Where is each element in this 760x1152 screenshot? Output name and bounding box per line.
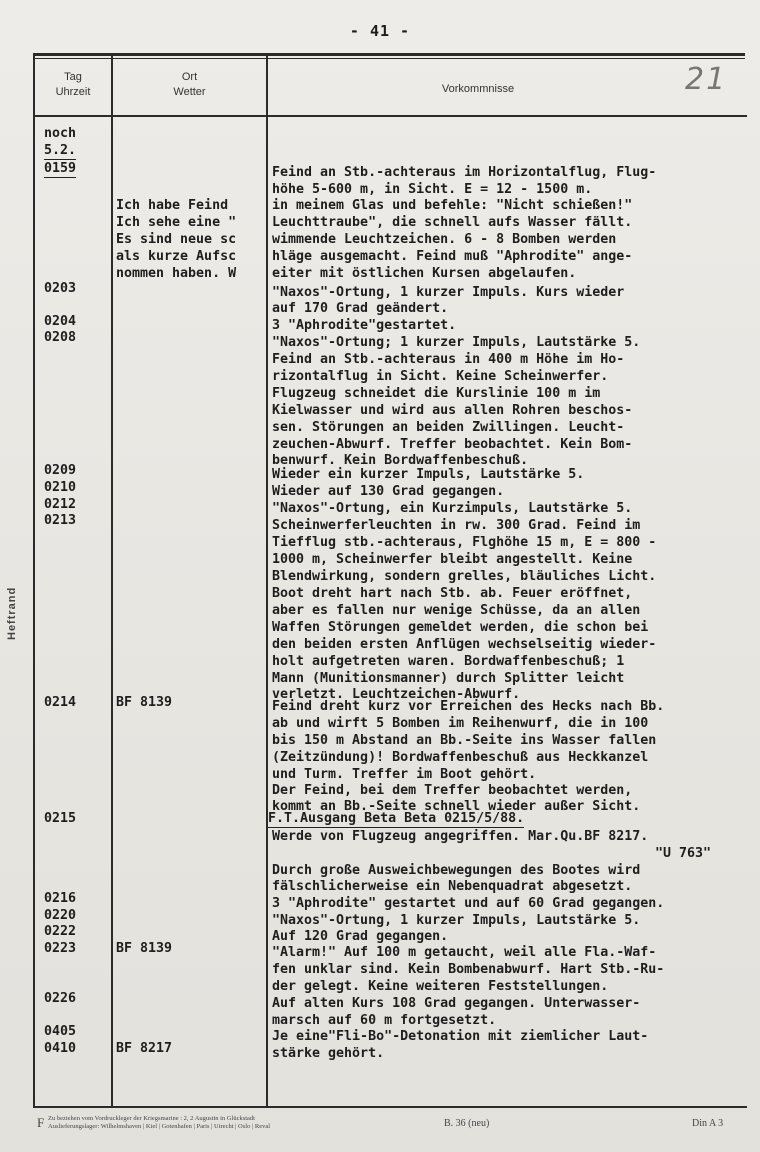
header-col-events: Vorkommnisse <box>441 83 515 95</box>
event-line: Feind dreht kurz vor Erreichen des Hecks nach Bb. <box>272 699 665 714</box>
event-line: "U 763" <box>655 846 712 861</box>
time-entry: noch <box>44 126 77 141</box>
handwritten-page-number: 21 <box>685 62 728 97</box>
time-entry: 0212 <box>44 497 77 512</box>
event-line: fälschlicherweise ein Nebenquadrat abgesetzt. <box>272 879 633 894</box>
column-divider-1 <box>111 56 113 1108</box>
event-line: fen unklar sind. Kein Bombenabwurf. Hart Stb.-Ru- <box>272 962 665 977</box>
event-line: Durch große Ausweichbewegungen des Bootes wird <box>272 863 641 878</box>
table-top-rule-inner <box>33 58 745 59</box>
time-entry: 0410 <box>44 1041 77 1056</box>
event-line: benwurf. Kein Bordwaffenbeschuß. <box>272 453 529 468</box>
event-line: "Naxos"-Ortung; 1 kurzer Impuls, Lautstärke 5. <box>272 335 641 350</box>
table-bottom-rule <box>33 1106 747 1108</box>
table-top-rule <box>33 53 745 56</box>
event-line: hläge ausgemacht. Feind muß "Aphrodite" ange- <box>272 249 633 264</box>
column-divider-2 <box>266 56 268 1108</box>
time-entry: 0203 <box>44 281 77 296</box>
event-line: bis 150 m Abstand an Bb.-Seite ins Wasser fallen <box>272 733 657 748</box>
table-left-border <box>33 53 35 1108</box>
event-line: auf 170 Grad geändert. <box>272 301 449 316</box>
event-line: kommt an Bb.-Seite schnell wieder außer Sicht. <box>272 799 641 814</box>
header-bottom-rule <box>35 115 747 117</box>
event-line: den beiden ersten Anflügen wechselseitig wieder- <box>272 637 657 652</box>
event-line: 1000 m, Scheinwerfer bleibt angestellt. Keine <box>272 552 633 567</box>
location-entry: BF 8139 <box>116 941 173 956</box>
event-line: ab und wirft 5 Bomben im Reihenwurf, die in 100 <box>272 716 649 731</box>
event-line: zeuchen-Abwurf. Treffer beobachtet. Kein Bom- <box>272 437 633 452</box>
time-entry: 0216 <box>44 891 77 906</box>
event-line: Der Feind, bei dem Treffer beobachtet werden, <box>272 783 633 798</box>
time-entry: 0204 <box>44 314 77 329</box>
time-entry: 0210 <box>44 480 77 495</box>
event-line: "Naxos"-Ortung, ein Kurzimpuls, Lautstärke 5. <box>272 501 633 516</box>
event-line: rizontalflug in Sicht. Keine Scheinwerfer. <box>272 369 609 384</box>
event-line: Feind an Stb.-achteraus im Horizontalflug, Flug- <box>272 165 657 180</box>
event-line: und Turm. Treffer im Boot gehört. <box>272 767 537 782</box>
location-entry: F.T.Ausgang Beta Beta 0215/5/88. <box>268 811 525 826</box>
margin-label: Heftrand <box>6 586 18 640</box>
event-line: holt aufgetreten waren. Bordwaffenbeschuß; 1 <box>272 654 625 669</box>
event-line: in meinem Glas und befehle: "Nicht schießen!" <box>272 198 633 213</box>
time-entry: 0222 <box>44 924 77 939</box>
event-line: Boot dreht hart nach Stb. ab. Feuer eröffnet, <box>272 586 633 601</box>
event-line: Waffen Störungen gemeldet werden, die schon bei <box>272 620 649 635</box>
location-entry: BF 8139 <box>116 695 173 710</box>
event-line: aber es fallen nur wenige Schüsse, da an allen <box>272 603 641 618</box>
time-entry: 0213 <box>44 513 77 528</box>
location-entry: als kurze Aufsc <box>116 249 237 264</box>
event-line: Tiefflug stb.-achteraus, Flghöhe 15 m, E = 800 - <box>272 535 657 550</box>
event-line: eiter mit östlichen Kursen abgelaufen. <box>272 266 577 281</box>
time-entry: 0405 <box>44 1024 77 1039</box>
time-entry: 0220 <box>44 908 77 923</box>
location-entry: nommen haben. W <box>116 266 237 281</box>
event-line: 3 "Aphrodite"gestartet. <box>272 318 457 333</box>
time-entry: 0159 <box>44 161 77 176</box>
event-line: "Alarm!" Auf 100 m getaucht, weil alle Fla.-Waf- <box>272 945 657 960</box>
event-line: wimmende Leuchtzeichen. 6 - 8 Bomben werden <box>272 232 617 247</box>
event-line: "Naxos"-Ortung, 1 kurzer Impuls, Lautstärke 5. <box>272 913 641 928</box>
page-number: - 41 - <box>349 22 411 40</box>
event-line: verletzt. Leuchtzeichen-Abwurf. <box>272 687 521 702</box>
event-line: Werde von Flugzeug angegriffen. Mar.Qu.BF 8217. <box>272 829 649 844</box>
footer-mark: F <box>37 1115 45 1130</box>
footer-imprint: Zu beziehen vom Vordruckleger der Kriegsmarine : 2, 2 Augustin in Glückstadt Auslieferungslager: Wilhelmshaven | Kiel | Gotenhafen | Paris | Utrecht | Oslo | Reval <box>48 1115 271 1130</box>
time-entry: 5.2. <box>44 143 77 158</box>
location-entry: Ich sehe eine " <box>116 215 237 230</box>
event-line: 3 "Aphrodite" gestartet und auf 60 Grad gegangen. <box>272 896 665 911</box>
event-line: Mann (Munitionsmanner) durch Splitter leicht <box>272 671 625 686</box>
event-line: Je eine"Fli-Bo"-Detonation mit ziemlicher Laut- <box>272 1029 649 1044</box>
event-line: Leuchttraube", die schnell aufs Wasser fällt. <box>272 215 633 230</box>
event-line: sen. Störungen an beiden Zwillingen. Leucht- <box>272 420 625 435</box>
time-entry: 0226 <box>44 991 77 1006</box>
time-entry: 0208 <box>44 330 77 345</box>
event-line: Scheinwerferleuchten in rw. 300 Grad. Feind im <box>272 518 641 533</box>
event-line: (Zeitzündung)! Bordwaffenbeschuß aus Heckkanzel <box>272 750 649 765</box>
header-col-location: Ort Wetter <box>173 71 206 98</box>
event-line: Auf 120 Grad gegangen. <box>272 929 449 944</box>
event-line: höhe 5-600 m, in Sicht. E = 12 - 1500 m. <box>272 182 593 197</box>
event-line: marsch auf 60 m fortgesetzt. <box>272 1013 497 1028</box>
footer-paper-size: Din A 3 <box>692 1118 724 1129</box>
event-line: stärke gehört. <box>272 1046 385 1061</box>
time-entry: 0209 <box>44 463 77 478</box>
event-line: Kielwasser und wird aus allen Rohren beschos- <box>272 403 633 418</box>
event-line: Blendwirkung, sondern grelles, bläuliches Licht. <box>272 569 657 584</box>
event-line: Auf alten Kurs 108 Grad gegangen. Unterwasser- <box>272 996 641 1011</box>
location-entry: BF 8217 <box>116 1041 173 1056</box>
location-entry: Ich habe Feind <box>116 198 229 213</box>
event-line: der gelegt. Keine weiteren Feststellungen. <box>272 979 609 994</box>
event-line: "Naxos"-Ortung, 1 kurzer Impuls. Kurs wieder <box>272 285 625 300</box>
time-entry: 0215 <box>44 811 77 826</box>
time-entry: 0223 <box>44 941 77 956</box>
event-line: Wieder ein kurzer Impuls, Lautstärke 5. <box>272 467 585 482</box>
event-line: Wieder auf 130 Grad gegangen. <box>272 484 505 499</box>
time-entry: 0214 <box>44 695 77 710</box>
event-line: Feind an Stb.-achteraus in 400 m Höhe im Ho- <box>272 352 625 367</box>
header-col-date: Tag Uhrzeit <box>55 71 91 98</box>
location-entry: Es sind neue sc <box>116 232 237 247</box>
footer-form-number: B. 36 (neu) <box>444 1118 490 1129</box>
event-line: Flugzeug schneidet die Kurslinie 100 m im <box>272 386 601 401</box>
